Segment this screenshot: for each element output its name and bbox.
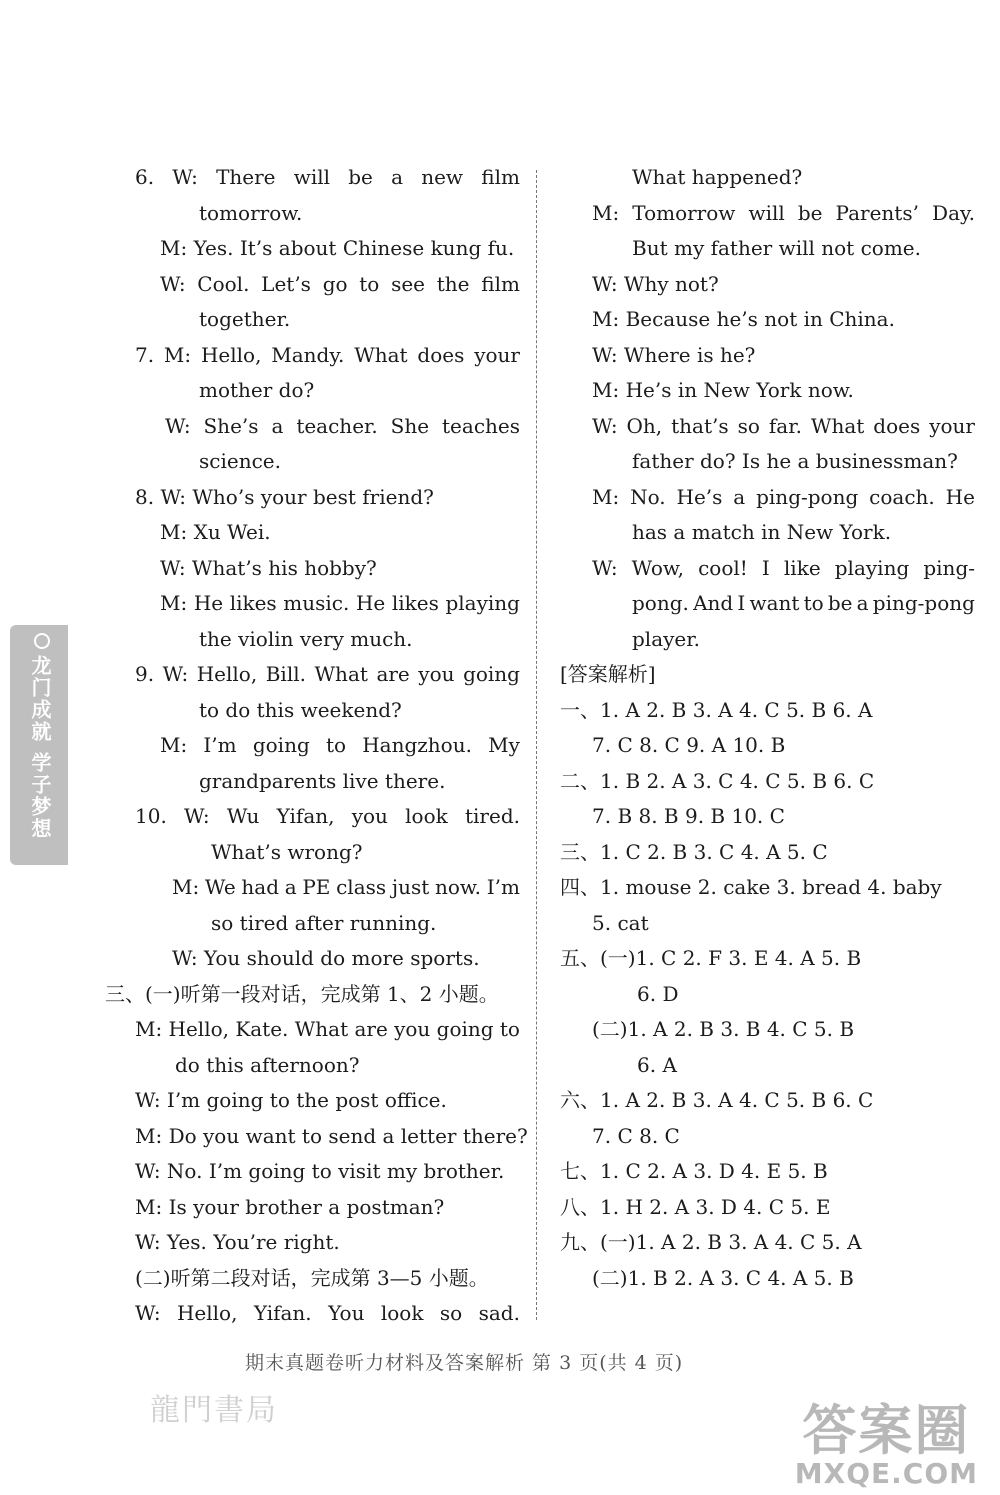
text-line: W: Oh, that’s so far. What does your — [592, 413, 975, 438]
text-line: M: I’m going to Hangzhou. My — [160, 733, 520, 757]
text-line: 四、1. mouse 2. cake 3. bread 4. baby — [560, 875, 942, 899]
page-footer: 期末真题卷听力材料及答案解析 第 3 页(共 4 页) — [245, 1352, 684, 1374]
right-column — [555, 160, 975, 1296]
text-line: do this afternoon? — [175, 1052, 360, 1077]
text-line: M: Tomorrow will be Parents’ Day. — [592, 200, 975, 225]
text-line: has a match in New York. — [632, 520, 892, 544]
text-line: 六、1. A 2. B 3. A 4. C 5. B 6. C — [560, 1088, 874, 1112]
text-line: 五、(一)1. C 2. F 3. E 4. A 5. B — [560, 946, 862, 970]
text-line: 6. A — [637, 1052, 677, 1077]
text-line: W: You should do more sports. — [172, 946, 480, 970]
text-line: 6. D — [637, 981, 679, 1006]
text-line: tomorrow. — [199, 200, 303, 225]
text-line: M: Do you want to send a letter there? — [135, 1123, 528, 1148]
text-line: 5. cat — [592, 910, 649, 935]
text-line: together. — [199, 307, 291, 331]
side-tab-text: 龙门成就 学子梦想 — [28, 655, 52, 840]
text-line: M: He’s in New York now. — [592, 378, 854, 402]
text-line: mother do? — [199, 378, 315, 402]
text-line: grandparents live there. — [199, 768, 446, 793]
text-line: W: No. I’m going to visit my brother. — [135, 1159, 505, 1183]
text-line: W: Where is he? — [592, 342, 756, 367]
text-line: player. — [632, 626, 700, 651]
text-line: W: Wow, cool! I like playing ping- — [592, 555, 975, 580]
publisher-stamp: 龍門書局 — [150, 1393, 278, 1428]
text-line: so tired after running. — [211, 910, 437, 935]
text-line: 7. C 8. C 9. A 10. B — [592, 733, 786, 757]
text-line: to do this weekend? — [199, 697, 402, 722]
text-line: 6. W: There will be a new film — [135, 165, 520, 189]
text-line: (二)1. A 2. B 3. B 4. C 5. B — [592, 1017, 855, 1041]
text-line: 9. W: Hello, Bill. What are you going — [135, 662, 520, 686]
text-line: 七、1. C 2. A 3. D 4. E 5. B — [560, 1159, 828, 1183]
column-divider — [536, 170, 537, 1320]
text-line: (二)1. B 2. A 3. C 4. A 5. B — [592, 1265, 854, 1290]
text-line: M: Yes. It’s about Chinese kung fu. — [160, 236, 515, 260]
text-line: W: What’s his hobby? — [160, 555, 377, 580]
text-line: 10. W: Wu Yifan, you look tired. — [135, 804, 520, 828]
text-line: 八、1. H 2. A 3. D 4. C 5. E — [560, 1194, 831, 1219]
text-line: What happened? — [632, 165, 803, 189]
text-line: pong. And I want to be a ping-pong — [632, 591, 975, 615]
text-line: M: We had a PE class just now. I’m — [172, 875, 520, 899]
text-line: W: I’m going to the post office. — [135, 1088, 447, 1112]
text-line: 三、(一)听第一段对话，完成第 1、2 小题。 — [105, 981, 499, 1006]
text-line: M: No. He’s a ping-pong coach. He — [592, 484, 975, 509]
watermark-title: 答案圈 — [802, 1399, 971, 1462]
text-line: father do? Is he a businessman? — [632, 449, 958, 473]
left-column — [105, 160, 528, 1332]
text-line: 7. B 8. B 9. B 10. C — [592, 804, 785, 828]
text-line: 7. C 8. C — [592, 1123, 680, 1148]
text-line: 三、1. C 2. B 3. C 4. A 5. C — [560, 839, 828, 864]
text-line: W: Yes. You’re right. — [135, 1230, 340, 1254]
text-line: 7. M: Hello, Mandy. What does your — [135, 342, 520, 367]
text-line: M: Hello, Kate. What are you going to — [135, 1017, 520, 1041]
text-line: (二)听第二段对话，完成第 3—5 小题。 — [135, 1265, 489, 1290]
text-line: [答案解析] — [560, 662, 656, 686]
text-line: 一、1. A 2. B 3. A 4. C 5. B 6. A — [560, 697, 873, 722]
circle-icon — [34, 633, 50, 649]
text-line: W: She’s a teacher. She teaches — [165, 413, 520, 438]
side-tab — [10, 625, 68, 865]
text-line: 二、1. B 2. A 3. C 4. C 5. B 6. C — [560, 768, 875, 793]
text-line: But my father will not come. — [632, 236, 921, 260]
text-line: 九、(一)1. A 2. B 3. A 4. C 5. A — [560, 1230, 862, 1254]
text-line: 8. W: Who’s your best friend? — [135, 484, 434, 509]
text-line: W: Why not? — [592, 271, 719, 296]
text-line: What’s wrong? — [211, 839, 363, 864]
text-line: W: Hello, Yifan. You look so sad. — [135, 1301, 520, 1325]
text-line: science. — [199, 449, 281, 473]
text-line: M: He likes music. He likes playing — [160, 591, 520, 615]
text-line: M: Because he’s not in China. — [592, 307, 895, 331]
text-line: the violin very much. — [199, 626, 413, 651]
site-watermark — [795, 1388, 978, 1490]
text-line: M: Xu Wei. — [160, 520, 271, 544]
text-line: M: Is your brother a postman? — [135, 1194, 445, 1219]
watermark-url: MXQE.COM — [794, 1457, 978, 1490]
text-line: W: Cool. Let’s go to see the film — [160, 271, 520, 296]
